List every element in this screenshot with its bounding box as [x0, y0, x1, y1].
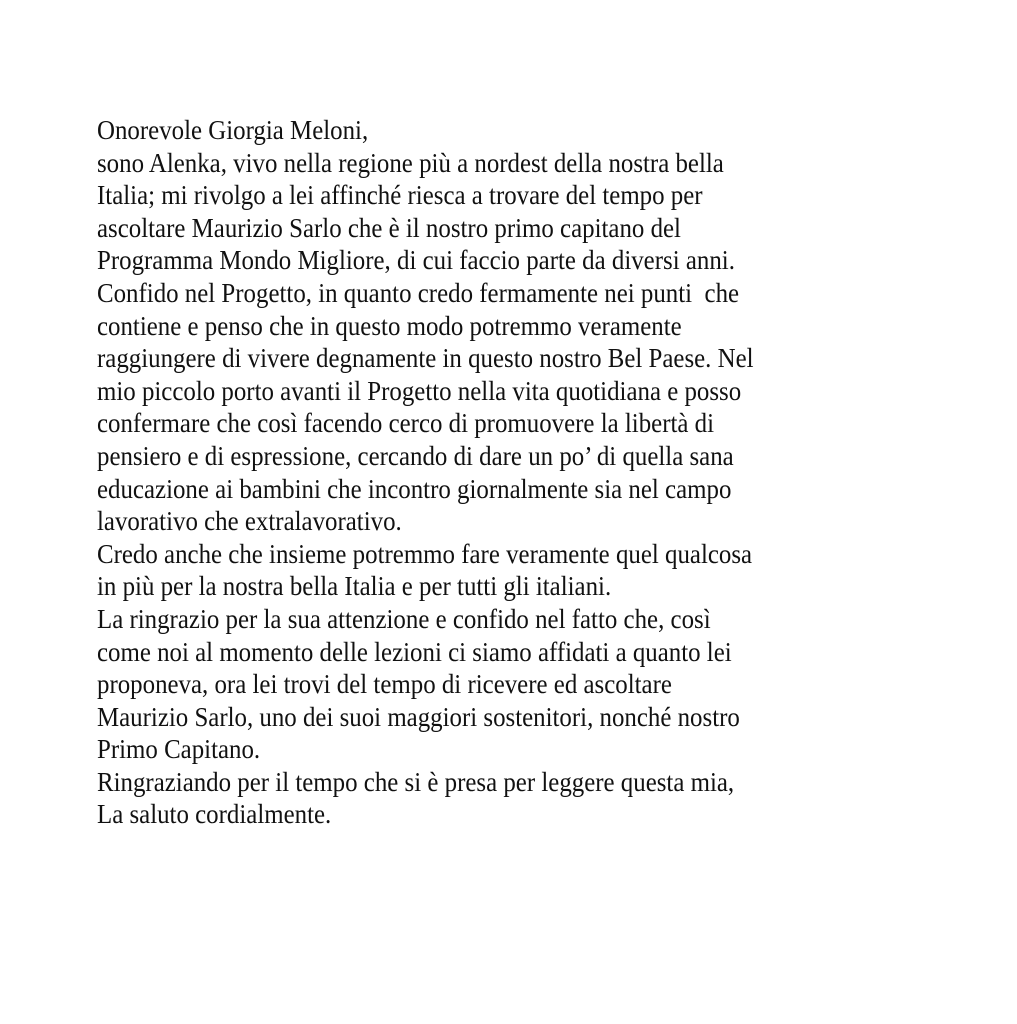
letter-line: Maurizio Sarlo, uno dei suoi maggiori sostenitori, nonché nostro: [97, 700, 740, 732]
letter-line: Primo Capitano.: [97, 733, 261, 765]
letter-line: proponeva, ora lei trovi del tempo di ricevere ed ascoltare: [97, 668, 672, 700]
letter-line: raggiungere di vivere degnamente in questo nostro Bel Paese. Nel: [97, 342, 754, 374]
letter-line: sono Alenka, vivo nella regione più a nordest della nostra bella: [97, 146, 724, 178]
letter-line: Italia; mi rivolgo a lei affinché riesca a trovare del tempo per: [97, 179, 703, 211]
letter-line: pensiero e di espressione, cercando di dare un po’ di quella sana: [97, 439, 734, 471]
letter-line: mio piccolo porto avanti il Progetto nella vita quotidiana e posso: [97, 374, 742, 406]
letter-line: confermare che così facendo cerco di promuovere la libertà di: [97, 407, 715, 439]
letter-line: La ringrazio per la sua attenzione e confido nel fatto che, così: [97, 602, 711, 634]
letter-line: in più per la nostra bella Italia e per tutti gli italiani.: [97, 570, 612, 602]
letter-line: educazione ai bambini che incontro giornalmente sia nel campo: [97, 472, 732, 504]
letter-line: lavorativo che extralavorativo.: [97, 505, 402, 537]
letter-body: [97, 114, 912, 831]
letter-closing: La saluto cordialmente.: [97, 798, 332, 830]
letter-line: Credo anche che insieme potremmo fare veramente quel qualcosa: [97, 537, 753, 569]
letter-line: ascoltare Maurizio Sarlo che è il nostro primo capitano del: [97, 211, 681, 243]
letter-line: contiene e penso che in questo modo potremmo veramente: [97, 309, 682, 341]
letter-salutation: Onorevole Giorgia Meloni,: [97, 114, 369, 145]
letter-line: come noi al momento delle lezioni ci siamo affidati a quanto lei: [97, 635, 732, 667]
letter-line: Confido nel Progetto, in quanto credo fermamente nei punti che: [97, 276, 740, 308]
letter-line: Programma Mondo Migliore, di cui faccio parte da diversi anni.: [97, 244, 735, 276]
letter-line: Ringraziando per il tempo che si è presa per leggere questa mia,: [97, 765, 735, 797]
